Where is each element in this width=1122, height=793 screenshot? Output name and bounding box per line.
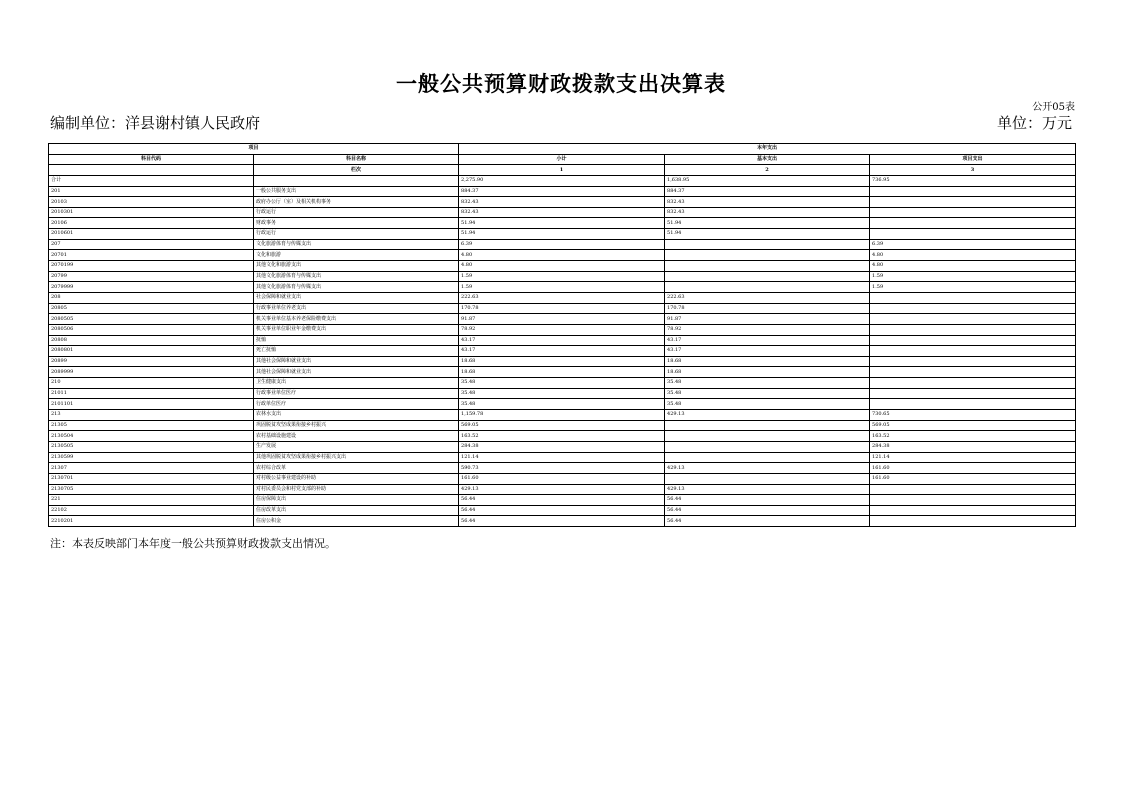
currency-unit: 单位：万元 <box>996 114 1072 132</box>
cell-project: 121.14 <box>870 452 1076 463</box>
seq-2: 2 <box>665 165 870 176</box>
cell-subtotal: 832.43 <box>459 207 665 218</box>
cell-code: 221 <box>49 495 254 506</box>
table-row <box>49 388 1076 399</box>
cell-basic <box>665 250 870 261</box>
cell-code: 20103 <box>49 197 254 208</box>
expenditure-table <box>48 143 1076 527</box>
table-row <box>49 516 1076 527</box>
table-row <box>49 303 1076 314</box>
cell-code: 2079999 <box>49 282 254 293</box>
table-row <box>49 452 1076 463</box>
cell-project <box>870 314 1076 325</box>
cell-project: 161.60 <box>870 463 1076 474</box>
header-row-group <box>49 144 1076 155</box>
cell-basic <box>665 239 870 250</box>
table-row <box>49 378 1076 389</box>
cell-basic: 56.44 <box>665 505 870 516</box>
cell-basic <box>665 420 870 431</box>
cell-code: 21011 <box>49 388 254 399</box>
cell-subtotal: 284.38 <box>459 441 665 452</box>
cell-basic: 18.68 <box>665 367 870 378</box>
cell-subtotal: 35.48 <box>459 378 665 389</box>
cell-subtotal: 1.59 <box>459 271 665 282</box>
cell-project <box>870 324 1076 335</box>
table-row <box>49 399 1076 410</box>
cell-name: 农村综合改革 <box>254 463 459 474</box>
cell-code: 20805 <box>49 303 254 314</box>
header-subtotal: 小计 <box>459 154 665 165</box>
table-row <box>49 197 1076 208</box>
cell-subtotal: 590.73 <box>459 463 665 474</box>
cell-code: 2080505 <box>49 314 254 325</box>
cell-project <box>870 399 1076 410</box>
cell-subtotal: 91.87 <box>459 314 665 325</box>
cell-name: 财政事务 <box>254 218 459 229</box>
cell-name: 其他巩固脱贫攻坚成果衔接乡村振兴支出 <box>254 452 459 463</box>
cell-code: 2080506 <box>49 324 254 335</box>
cell-basic <box>665 473 870 484</box>
header-code: 科目代码 <box>49 154 254 165</box>
cell-name: 社会保障和就业支出 <box>254 292 459 303</box>
table-row <box>49 441 1076 452</box>
cell-code: 21305 <box>49 420 254 431</box>
cell-name: 行政事业单位医疗 <box>254 388 459 399</box>
cell-subtotal: 569.05 <box>459 420 665 431</box>
cell-name: 农村基础设施建设 <box>254 431 459 442</box>
cell-code: 210 <box>49 378 254 389</box>
table-row <box>49 314 1076 325</box>
cell-basic: 43.17 <box>665 346 870 357</box>
cell-subtotal: 43.17 <box>459 335 665 346</box>
cell-subtotal: 170.78 <box>459 303 665 314</box>
cell-project <box>870 335 1076 346</box>
cell-subtotal: 56.44 <box>459 495 665 506</box>
cell-code: 2070199 <box>49 261 254 272</box>
cell-basic: 429.13 <box>665 410 870 421</box>
cell-project <box>870 388 1076 399</box>
cell-basic: 884.37 <box>665 186 870 197</box>
cell-project <box>870 207 1076 218</box>
cell-code: 201 <box>49 186 254 197</box>
cell-basic: 429.13 <box>665 484 870 495</box>
cell-project <box>870 505 1076 516</box>
cell-basic: 170.78 <box>665 303 870 314</box>
header-row-seq <box>49 165 1076 176</box>
cell-code: 2130705 <box>49 484 254 495</box>
cell-subtotal: 121.14 <box>459 452 665 463</box>
header-basic: 基本支出 <box>665 154 870 165</box>
cell-basic <box>665 261 870 272</box>
cell-name: 其他文化和旅游支出 <box>254 261 459 272</box>
table-row <box>49 410 1076 421</box>
cell-basic: 35.48 <box>665 378 870 389</box>
cell-subtotal: 163.52 <box>459 431 665 442</box>
cell-basic: 832.43 <box>665 207 870 218</box>
cell-basic: 35.48 <box>665 388 870 399</box>
table-row <box>49 207 1076 218</box>
header-current-year: 本年支出 <box>459 144 1076 155</box>
cell-basic <box>665 271 870 282</box>
cell-basic: 56.44 <box>665 516 870 527</box>
cell-code: 207 <box>49 239 254 250</box>
cell-basic <box>665 441 870 452</box>
cell-subtotal: 1.59 <box>459 282 665 293</box>
table-row <box>49 335 1076 346</box>
cell-name: 生产发展 <box>254 441 459 452</box>
cell-subtotal: 56.44 <box>459 516 665 527</box>
compiling-unit: 编制单位：洋县谢村镇人民政府 <box>50 114 261 132</box>
cell-basic: 91.87 <box>665 314 870 325</box>
cell-project: 4.80 <box>870 261 1076 272</box>
table-row <box>49 292 1076 303</box>
cell-project <box>870 229 1076 240</box>
cell-name: 死亡抚恤 <box>254 346 459 357</box>
cell-basic: 43.17 <box>665 335 870 346</box>
cell-code: 20808 <box>49 335 254 346</box>
cell-code: 2130701 <box>49 473 254 484</box>
table-row <box>49 473 1076 484</box>
cell-subtotal: 18.68 <box>459 356 665 367</box>
cell-basic: 1,638.95 <box>665 175 870 186</box>
table-row <box>49 250 1076 261</box>
cell-project <box>870 378 1076 389</box>
header-row-columns <box>49 154 1076 165</box>
cell-subtotal: 35.48 <box>459 399 665 410</box>
cell-name: 住房保障支出 <box>254 495 459 506</box>
cell-name: 卫生健康支出 <box>254 378 459 389</box>
cell-project <box>870 356 1076 367</box>
cell-code: 20899 <box>49 356 254 367</box>
cell-project: 4.80 <box>870 250 1076 261</box>
cell-project <box>870 495 1076 506</box>
cell-subtotal: 429.13 <box>459 484 665 495</box>
cell-basic: 51.94 <box>665 218 870 229</box>
table-row <box>49 186 1076 197</box>
cell-project <box>870 367 1076 378</box>
cell-project: 161.60 <box>870 473 1076 484</box>
cell-name: 农林水支出 <box>254 410 459 421</box>
cell-subtotal: 4.80 <box>459 261 665 272</box>
cell-basic: 51.94 <box>665 229 870 240</box>
cell-project: 730.65 <box>870 410 1076 421</box>
cell-basic <box>665 282 870 293</box>
cell-project <box>870 186 1076 197</box>
cell-name: 文化和旅游 <box>254 250 459 261</box>
cell-project: 1.59 <box>870 282 1076 293</box>
table-row <box>49 261 1076 272</box>
cell-name <box>254 175 459 186</box>
cell-name: 其他社会保障和就业支出 <box>254 356 459 367</box>
table-row <box>49 271 1076 282</box>
cell-project: 569.05 <box>870 420 1076 431</box>
cell-name: 行政单位医疗 <box>254 399 459 410</box>
cell-code: 208 <box>49 292 254 303</box>
cell-subtotal: 222.63 <box>459 292 665 303</box>
seq-3: 3 <box>870 165 1076 176</box>
cell-code: 2101101 <box>49 399 254 410</box>
cell-code: 21307 <box>49 463 254 474</box>
cell-code: 2089999 <box>49 367 254 378</box>
table-row <box>49 356 1076 367</box>
cell-project <box>870 484 1076 495</box>
cell-code: 2130599 <box>49 452 254 463</box>
cell-subtotal: 78.92 <box>459 324 665 335</box>
cell-subtotal: 56.44 <box>459 505 665 516</box>
table-row <box>49 484 1076 495</box>
cell-name: 住房公积金 <box>254 516 459 527</box>
cell-name: 政府办公厅（室）及相关机构事务 <box>254 197 459 208</box>
table-row <box>49 239 1076 250</box>
cell-name: 对村级公益事业建设的补助 <box>254 473 459 484</box>
cell-name: 巩固脱贫攻坚成果衔接乡村振兴 <box>254 420 459 431</box>
table-row <box>49 495 1076 506</box>
cell-code: 22102 <box>49 505 254 516</box>
cell-basic: 429.13 <box>665 463 870 474</box>
cell-basic: 56.44 <box>665 495 870 506</box>
form-number: 公开05表 <box>1032 102 1075 113</box>
cell-subtotal: 18.68 <box>459 367 665 378</box>
cell-name: 机关事业单位基本养老保险缴费支出 <box>254 314 459 325</box>
table-row <box>49 282 1076 293</box>
cell-code: 2010601 <box>49 229 254 240</box>
cell-name: 机关事业单位职业年金缴费支出 <box>254 324 459 335</box>
cell-code: 合计 <box>49 175 254 186</box>
cell-name: 一般公共服务支出 <box>254 186 459 197</box>
cell-project <box>870 218 1076 229</box>
cell-subtotal: 884.37 <box>459 186 665 197</box>
header-name: 科目名称 <box>254 154 459 165</box>
cell-name: 对村民委员会和村党支部的补助 <box>254 484 459 495</box>
cell-name: 其他文化旅游体育与传媒支出 <box>254 282 459 293</box>
seq-label: 栏次 <box>254 165 459 176</box>
table-body <box>49 175 1076 526</box>
cell-project <box>870 516 1076 527</box>
table-row <box>49 175 1076 186</box>
cell-code: 2080801 <box>49 346 254 357</box>
cell-subtotal: 832.43 <box>459 197 665 208</box>
header-project-expense: 项目支出 <box>870 154 1076 165</box>
cell-subtotal: 1,159.78 <box>459 410 665 421</box>
cell-subtotal: 35.48 <box>459 388 665 399</box>
table-row <box>49 324 1076 335</box>
cell-code: 2130504 <box>49 431 254 442</box>
cell-code: 2130505 <box>49 441 254 452</box>
cell-basic <box>665 431 870 442</box>
cell-name: 行政运行 <box>254 229 459 240</box>
cell-subtotal: 6.39 <box>459 239 665 250</box>
cell-subtotal: 43.17 <box>459 346 665 357</box>
cell-name: 其他文化旅游体育与传媒支出 <box>254 271 459 282</box>
cell-code: 2010301 <box>49 207 254 218</box>
table-row <box>49 505 1076 516</box>
cell-code: 20701 <box>49 250 254 261</box>
cell-basic <box>665 452 870 463</box>
cell-project: 6.39 <box>870 239 1076 250</box>
cell-name: 住房改革支出 <box>254 505 459 516</box>
cell-project: 1.59 <box>870 271 1076 282</box>
table-row <box>49 431 1076 442</box>
seq-blank <box>49 165 254 176</box>
cell-subtotal: 51.94 <box>459 229 665 240</box>
cell-subtotal: 51.94 <box>459 218 665 229</box>
cell-name: 抚恤 <box>254 335 459 346</box>
cell-project: 163.52 <box>870 431 1076 442</box>
footnote: 注：本表反映部门本年度一般公共预算财政拨款支出情况。 <box>50 537 336 550</box>
cell-code: 2210201 <box>49 516 254 527</box>
cell-subtotal: 4.80 <box>459 250 665 261</box>
cell-project <box>870 303 1076 314</box>
table-row <box>49 463 1076 474</box>
cell-project: 284.38 <box>870 441 1076 452</box>
cell-subtotal: 2,275.90 <box>459 175 665 186</box>
cell-project <box>870 197 1076 208</box>
header-project: 项目 <box>49 144 459 155</box>
cell-code: 20106 <box>49 218 254 229</box>
cell-basic: 222.63 <box>665 292 870 303</box>
seq-1: 1 <box>459 165 665 176</box>
cell-project: 736.95 <box>870 175 1076 186</box>
cell-subtotal: 161.60 <box>459 473 665 484</box>
table-row <box>49 367 1076 378</box>
cell-name: 文化旅游体育与传媒支出 <box>254 239 459 250</box>
cell-project <box>870 346 1076 357</box>
cell-name: 行政运行 <box>254 207 459 218</box>
cell-basic: 35.48 <box>665 399 870 410</box>
table-row <box>49 229 1076 240</box>
table-row <box>49 218 1076 229</box>
cell-basic: 78.92 <box>665 324 870 335</box>
cell-code: 213 <box>49 410 254 421</box>
cell-project <box>870 292 1076 303</box>
table-row <box>49 420 1076 431</box>
page-title: 一般公共预算财政拨款支出决算表 <box>396 71 726 96</box>
cell-name: 其他社会保障和就业支出 <box>254 367 459 378</box>
table-row <box>49 346 1076 357</box>
cell-basic: 832.43 <box>665 197 870 208</box>
cell-basic: 18.68 <box>665 356 870 367</box>
cell-code: 20799 <box>49 271 254 282</box>
cell-name: 行政事业单位养老支出 <box>254 303 459 314</box>
